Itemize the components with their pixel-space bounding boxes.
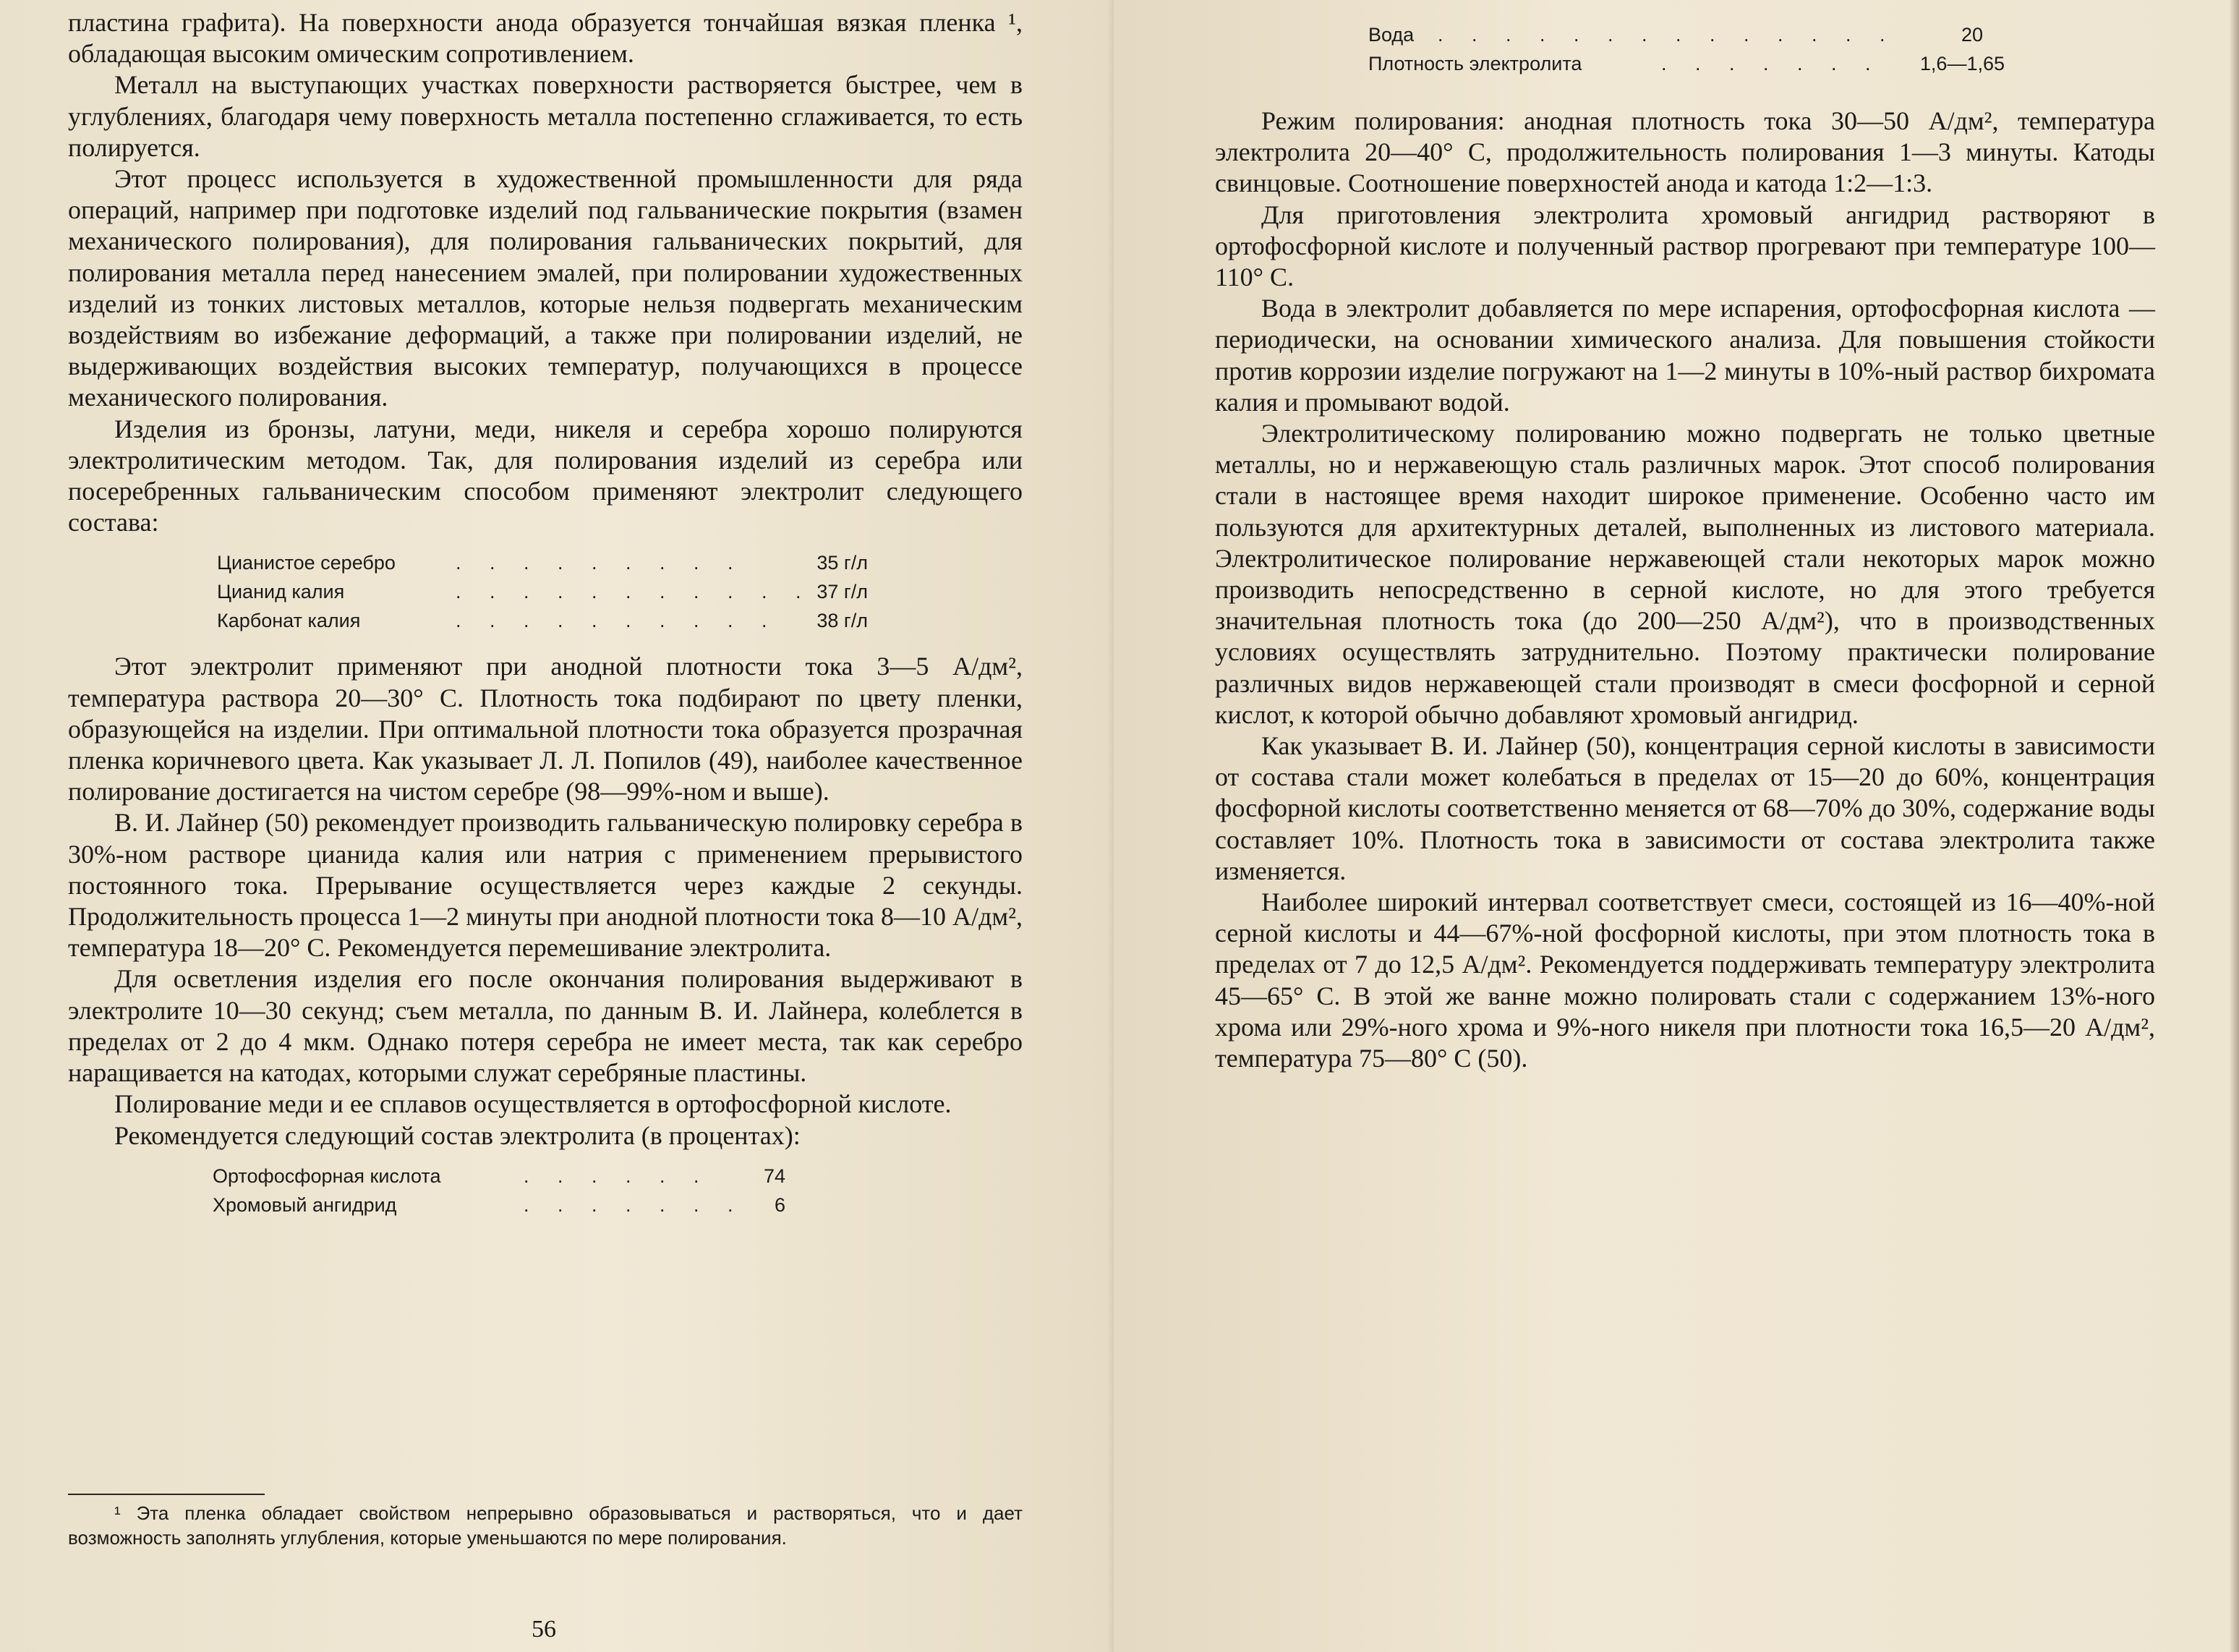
- right-page: [1114, 0, 2239, 1652]
- left-page-text: [68, 7, 1023, 1219]
- paragraph: пластина графита). На поверхности анода образуется тончайшая вязкая пленка ¹, обладающая высоким омическим сопротивлением.: [68, 8, 1023, 69]
- paragraph: Электролитическому полированию можно подвергать не только цветные металлы, но и нержавеющую сталь различных марок. Этот способ полирования стали в настоящее время находит широкое применение. Особенно часто им пользуются для архитектурных деталей, выполненных из листового материала. Электролитическое полирование нержавеющей стали некоторых марок можно производить непосредственно в серной кислоте, но для этого требуется значительная плотность тока (до 200—250 А/дм²), что в производственных условиях осуществлять затруднительно. Поэтому практически полирование различных видов нержавеющей стали производят в смеси фосфорной и серной кислот, к которой обычно добавляют хромовый ангидрид.: [1215, 419, 2155, 729]
- table-label: Хромовый ангидрид: [213, 1193, 397, 1216]
- leader-dots: . . . . . . . . .: [456, 552, 745, 574]
- table-label: Цианистое серебро: [217, 552, 396, 574]
- table-label: Вода: [1368, 24, 1415, 46]
- paragraph: Для приготовления электролита хромовый ангидрид растворяют в ортофосфорной кислоте и полученный раствор прогревают при температуре 100—110° С.: [1215, 200, 2155, 292]
- leader-dots: . . . . . . .: [524, 1193, 745, 1216]
- table-value: 1,6—1,65: [1919, 53, 2005, 74]
- paragraph: Для осветления изделия его после окончания полирования выдерживают в электролите 10—30 секунд; съем металла, по данным В. И. Лайнера, колеблется в пределах от 2 до 4 мкм. Однако потеря серебра не имеет места, так как серебро наращивается на катодах, которыми служат серебряные пластины.: [68, 964, 1023, 1088]
- paragraph: В. И. Лайнер (50) рекомендует производить гальваническую полировку серебра в 30%-ном растворе цианида калия или натрия с применением прерывистого постоянного тока. Прерывание осуществляется через каждые 2 секунды. Продолжительность процесса 1—2 минуты при анодной плотности тока 8—10 А/дм², температура 18—20° С. Рекомендуется перемешивание электролита.: [68, 808, 1023, 963]
- table-value: 35 г/л: [816, 552, 868, 574]
- table-row: [213, 1162, 921, 1191]
- table-value: 6: [774, 1193, 785, 1216]
- paragraph: Металл на выступающих участках поверхности растворяется быстрее, чем в углублениях, благодаря чему поверхность металла постепенно сглаживается, то есть полируется.: [68, 70, 1023, 162]
- electrolyte-table-continued: [1368, 20, 2048, 78]
- footnote-rule: [68, 1494, 265, 1495]
- table-label: Цианид калия: [217, 581, 345, 603]
- paragraph: Как указывает В. И. Лайнер (50), концентрация серной кислоты в зависимости от состава стали может колебаться в пределах от 15—20 до 60%, концентрация фосфорной кислоты соответственно меняется от 68—70% до 30%, содержание воды составляет 10%. Плотность тока в зависимости от состава электролита также изменяется.: [1215, 731, 2155, 885]
- leader-dots: . . . . . .: [524, 1165, 711, 1187]
- electrolyte-table-copper: [213, 1162, 921, 1219]
- left-page: [0, 0, 1114, 1652]
- page-edge-shadow: [2229, 0, 2239, 1652]
- paragraph: Полирование меди и ее сплавов осуществляется в ортофосфорной кислоте.: [114, 1089, 952, 1119]
- table-row: [217, 606, 868, 635]
- paragraph: Этот процесс используется в художественной промышленности для ряда операций, например при подготовке изделий под гальванические покрытия (взамен механического полирования), для полирования гальванических покрытий, для полирования металла перед нанесением эмалей, при полировании художественных изделий из тонких листовых металлов, которые нельзя подвергать механическим воздействиям во избежание деформаций, а также при полировании изделий, не выдерживающих воздействия высоких температур, получающихся в процессе механического полирования.: [68, 164, 1023, 412]
- electrolyte-table-silver: [217, 548, 868, 635]
- table-value: 37 г/л: [816, 581, 868, 603]
- table-label: Плотность электролита: [1368, 53, 1582, 74]
- table-label: Ортофосфорная кислота: [213, 1165, 441, 1187]
- paragraph: Вода в электролит добавляется по мере испарения, ортофосфорная кислота — периодически, на основании химического анализа. Для повышения стойкости против коррозии изделие погружают на 1—2 минуты в 10%-ный раствор бихромата калия и промывают водой.: [1215, 294, 2155, 417]
- paragraph: Этот электролит применяют при анодной плотности тока 3—5 А/дм², температура раствора 20—30° С. Плотность тока подбирают по цвету пленки, образующейся на изделии. При оптимальной плотности тока образуется прозрачная пленка коричневого цвета. Как указывает Л. Л. Попилов (49), наиболее качественное полирование достигается на чистом серебре (98—99%-ном и выше).: [68, 652, 1023, 806]
- table-value: 74: [763, 1165, 785, 1187]
- leader-dots: . . . . . . .: [1661, 53, 1882, 74]
- leader-dots: . . . . . . . . . . . . . .: [1438, 24, 1897, 46]
- table-row: [1368, 20, 2048, 49]
- table-row: [217, 548, 868, 577]
- table-label: Карбонат калия: [217, 610, 361, 632]
- table-row: [217, 577, 868, 606]
- leader-dots: . . . . . . . . . . .: [456, 581, 813, 603]
- paragraph: Изделия из бронзы, латуни, меди, никеля и серебра хорошо полируются электролитическим методом. Так, для полирования изделий из серебра или посеребренных гальваническим способом применяют электролит следующего состава:: [68, 414, 1023, 537]
- paragraph: Рекомендуется следующий состав электролита (в процентах):: [114, 1120, 801, 1150]
- right-page-text: [1215, 106, 2155, 1074]
- page-number: 56: [532, 1616, 556, 1643]
- table-row: [213, 1191, 921, 1219]
- paragraph: Наиболее широкий интервал соответствует смеси, состоящей из 16—40%-ной серной кислоты и 44—67%-ной фосфорной кислоты, при этом плотность тока в пределах от 7 до 12,5 А/дм². Рекомендуется поддерживать температуру электролита 45—65° С. В этой же ванне можно полировать стали с содержанием 13%-ного хрома или 29%-ного хрома и 9%-ного никеля при плотности тока 16,5—20 А/дм², температура 75—80° С (50).: [1215, 887, 2155, 1073]
- leader-dots: . . . . . . . . . .: [456, 610, 779, 632]
- table-value: 20: [1961, 24, 1983, 46]
- table-value: 38 г/л: [816, 610, 868, 632]
- footnote: ¹ Эта пленка обладает свойством непрерывно образовываться и растворяться, что и дает возможность заполнять углубления, которые уменьшаются по мере полирования.: [68, 1502, 1023, 1549]
- table-row: [1368, 49, 2048, 78]
- paragraph: Режим полирования: анодная плотность тока 30—50 А/дм², температура электролита 20—40° С, продолжительность полирования 1—3 минуты. Катоды свинцовые. Соотношение поверхностей анода и катода 1:2—1:3.: [1215, 106, 2155, 198]
